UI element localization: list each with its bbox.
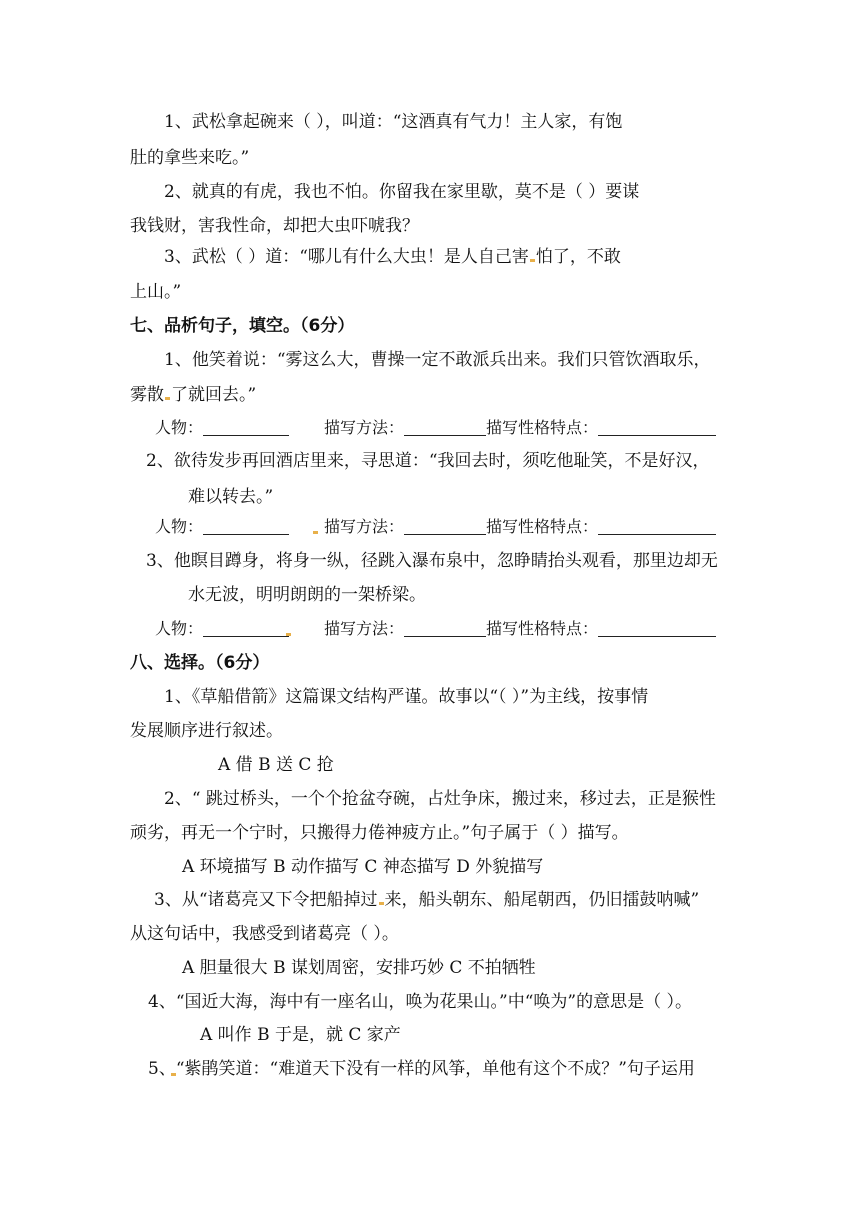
s7-q1-text-a: 雾散 <box>130 385 164 405</box>
s8-q1-line1: 1、《草船借箭》这篇课文结构严谨。故事以“（ ）”为主线，按事情 <box>164 687 649 707</box>
s7-q3-line1: 3、他瞑目蹲身，将身一纵，径跳入瀑布泉中，忽睁睛抬头观看，那里边却无 <box>146 551 718 571</box>
trait-label: 描写性格特点： <box>486 517 599 536</box>
highlight-mark <box>379 902 384 905</box>
s8-q4-options: A 叫作 B 于是，就 C 家产 <box>200 1025 401 1045</box>
s8-q2-line1: 2、“ 跳过桥头，一个个抢盆夺碗，占灶争床，搬过来，移过去，正是猴性 <box>164 789 716 809</box>
s8-q2-line2: 顽劣，再无一个宁时，只搬得力倦神疲方止。”句子属于（ ）描写。 <box>130 823 629 843</box>
s8-q3-text-b: 来，船头朝东、船尾朝西，仍旧擂鼓呐喊” <box>384 890 700 910</box>
method-label: 描写方法： <box>324 517 405 536</box>
section7-heading: 七、品析句子，填空。（6分） <box>130 316 355 336</box>
s8-q3-line1 <box>154 889 699 911</box>
s7-q1-line2 <box>130 384 256 406</box>
s7-q1-text-b: 了就回去。” <box>171 385 257 405</box>
highlight-mark <box>286 633 291 636</box>
trait-label: 描写性格特点： <box>486 418 599 437</box>
person-blank[interactable] <box>203 419 289 436</box>
s7-q1-person-field <box>155 417 289 439</box>
s8-q3-line2: 从这句话中，我感受到诸葛亮（ ）。 <box>130 924 399 944</box>
method-blank[interactable] <box>404 620 486 637</box>
s7-q3-line2: 水无波，明明朗朗的一架桥梁。 <box>188 585 426 605</box>
s6-q2-line1: 2、就真的有虎，我也不怕。你留我在家里歇，莫不是（ ）要谋 <box>164 182 640 202</box>
trait-blank[interactable] <box>598 620 716 637</box>
s8-q1-options: A 借 B 送 C 抢 <box>218 755 334 775</box>
method-label: 描写方法： <box>324 418 405 437</box>
method-blank[interactable] <box>404 518 486 535</box>
s7-q2-line1: 2、欲待发步再回酒店里来，寻思道：“我回去时，须吃他耻笑，不是好汉， <box>146 451 710 471</box>
person-label: 人物： <box>155 619 204 638</box>
s7-q3-method-field <box>324 618 716 640</box>
s7-q2-method-field <box>324 516 716 538</box>
s8-q5-line1: 5、“紫鹃笑道：“难道天下没有一样的风筝，单他有这个不成？”句子运用 <box>148 1059 695 1079</box>
method-blank[interactable] <box>404 419 486 436</box>
method-label: 描写方法： <box>324 619 405 638</box>
highlight-mark <box>313 531 318 534</box>
s7-q2-person-field <box>155 516 289 538</box>
s8-q3-options: A 胆量很大 B 谋划周密，安排巧妙 C 不拍牺牲 <box>182 958 536 978</box>
highlight-mark <box>530 259 535 262</box>
s6-q1-line1: 1、武松拿起碗来（ ），叫道：“这酒真有气力！主人家，有饱 <box>164 112 623 132</box>
section8-heading: 八、选择。（6分） <box>130 653 270 673</box>
s8-q4-line1: 4、“国近大海，海中有一座名山，唤为花果山。”中“唤为”的意思是（ ）。 <box>148 992 692 1012</box>
trait-blank[interactable] <box>598 419 716 436</box>
s8-q1-line2: 发展顺序进行叙述。 <box>130 721 283 741</box>
s6-q1-line2: 肚的拿些来吃。” <box>130 148 250 168</box>
s6-q3-line2: 上山。” <box>130 282 182 302</box>
s6-q3-line1 <box>164 246 621 268</box>
s7-q1-line1: 1、他笑着说：“雾这么大，曹操一定不敢派兵出来。我们只管饮酒取乐， <box>164 350 711 370</box>
s8-q3-text-a: 3、从“诸葛亮又下令把船掉过 <box>154 890 378 910</box>
person-blank[interactable] <box>203 620 289 637</box>
s6-q3-text-b: 怕了，不敢 <box>535 247 621 267</box>
s7-q3-person-field <box>155 618 289 640</box>
s6-q3-text-a: 3、武松（ ）道：“哪儿有什么大虫！是人自己害 <box>164 247 529 267</box>
trait-blank[interactable] <box>598 518 716 535</box>
s7-q2-line2: 难以转去。” <box>188 487 274 507</box>
person-label: 人物： <box>155 517 204 536</box>
person-blank[interactable] <box>203 518 289 535</box>
s8-q2-options: A 环境描写 B 动作描写 C 神态描写 D 外貌描写 <box>182 857 544 877</box>
highlight-mark <box>165 397 170 400</box>
person-label: 人物： <box>155 418 204 437</box>
trait-label: 描写性格特点： <box>486 619 599 638</box>
s7-q1-method-field <box>324 417 716 439</box>
s6-q2-line2: 我钱财，害我性命，却把大虫吓唬我？ <box>130 216 419 236</box>
